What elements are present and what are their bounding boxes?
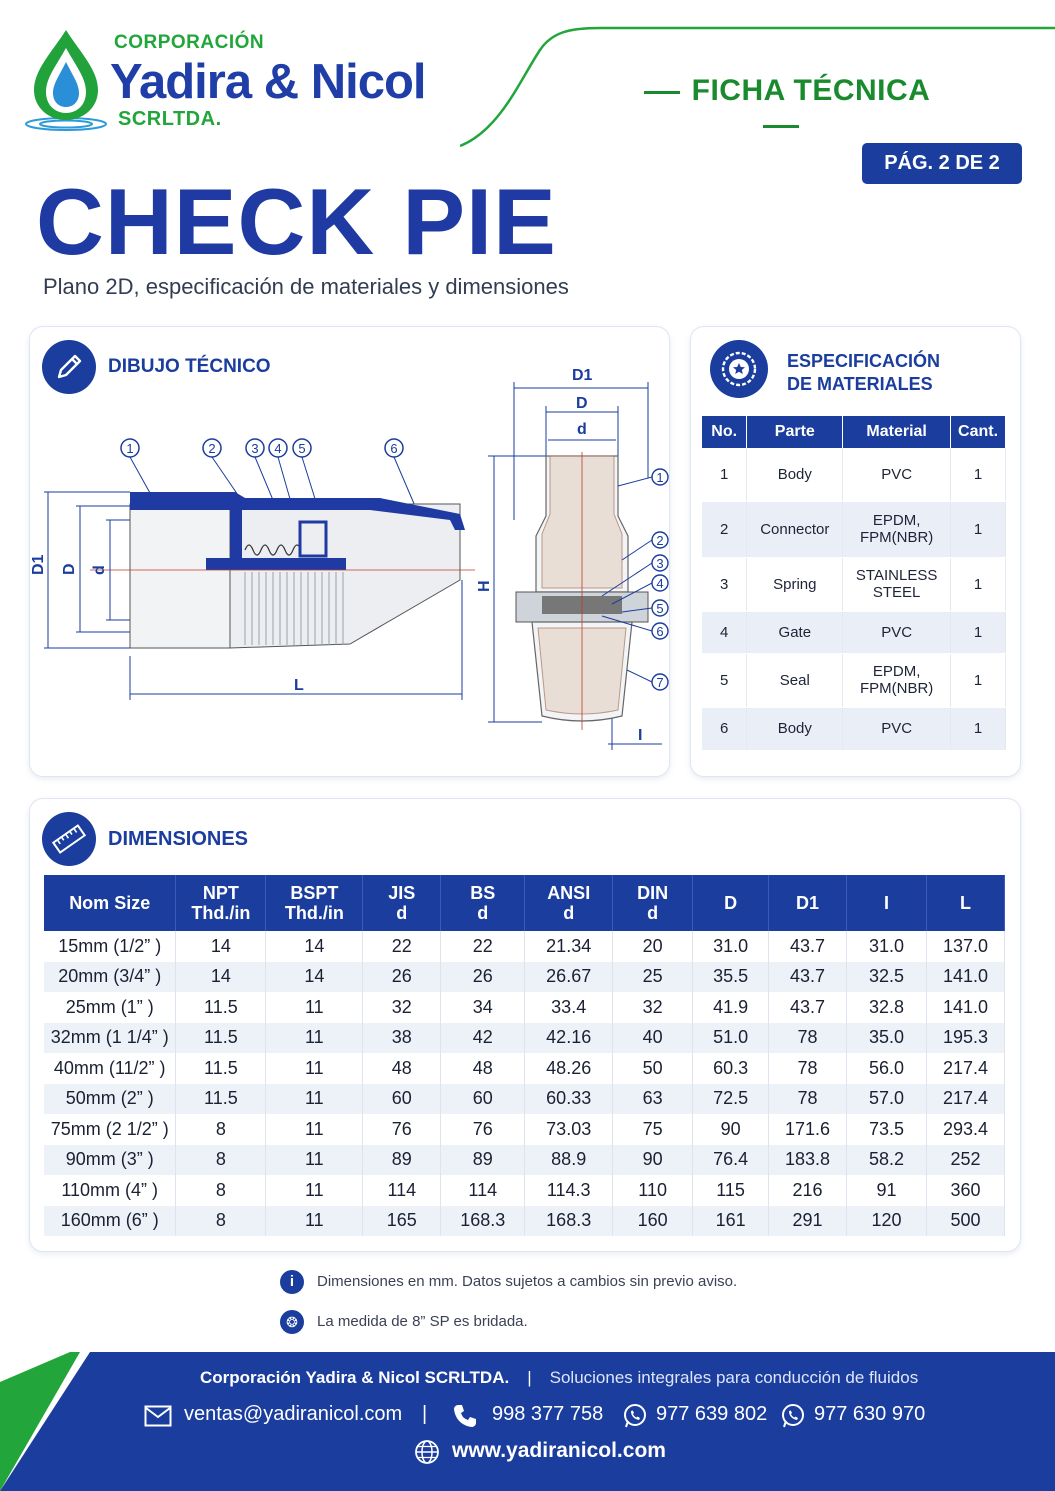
mat-no: 3 (702, 557, 747, 611)
dim-value-cell: 22 (441, 931, 525, 962)
dim-nom-size-cell: 20mm (3/4” ) (44, 962, 176, 993)
dim-value-cell: 22 (363, 931, 441, 962)
dim-col-header-sublabel: d (477, 903, 489, 923)
dim-value-cell: 11 (266, 992, 363, 1023)
dimensions-header-row (44, 875, 1005, 931)
table-row (702, 557, 1006, 611)
footer-whatsapp-1-link[interactable]: 977 639 802 (656, 1403, 768, 1425)
note-text: La medida de 8” SP es bridada. (317, 1313, 528, 1330)
table-row (44, 1053, 1005, 1084)
footer-company: Corporación Yadira & Nicol SCRLTDA. (200, 1368, 510, 1387)
dim-value-cell: 78 (769, 1023, 847, 1054)
ruler-icon (42, 812, 96, 866)
dim-nom-size-cell: 50mm (2” ) (44, 1084, 176, 1115)
drawing-section-title: DIBUJO TÉCNICO (108, 356, 271, 377)
mat-qty: 1 (951, 653, 1006, 707)
mat-material: PVC (843, 707, 951, 750)
dim-value-cell: 11.5 (176, 1084, 266, 1115)
dim-value-cell: 76 (363, 1114, 441, 1145)
mat-qty: 1 (951, 707, 1006, 750)
footer-website-link[interactable]: www.yadiranicol.com (452, 1439, 666, 1462)
dim-value-cell: 11 (266, 1145, 363, 1176)
dim-value-cell: 183.8 (769, 1145, 847, 1176)
svg-text:2: 2 (208, 441, 216, 456)
footer-email-link[interactable]: ventas@yadiranicol.com (184, 1403, 403, 1425)
company-logo (22, 26, 482, 136)
dim-value-cell: 91 (847, 1175, 927, 1206)
dim-value-cell: 141.0 (926, 962, 1004, 993)
dim-value-cell: 43.7 (769, 962, 847, 993)
dim-value-cell: 60.33 (525, 1084, 613, 1115)
dim-value-cell: 35.5 (693, 962, 769, 993)
dim-value-cell: 60 (441, 1084, 525, 1115)
dim-value-cell: 48 (441, 1053, 525, 1084)
dim-label-d: D (61, 563, 78, 575)
dim-value-cell: 26 (441, 962, 525, 993)
dim-col-header (441, 875, 525, 931)
pencil-icon (42, 340, 96, 394)
dim-col-header (266, 875, 363, 931)
dim-col-header-label: L (959, 893, 971, 913)
dim-value-cell: 165 (363, 1206, 441, 1237)
dim-label-small-d: d (91, 565, 108, 575)
mat-part: Body (747, 448, 843, 501)
dim-value-cell: 161 (693, 1206, 769, 1237)
dim-col-header-label: ANSI (547, 883, 591, 903)
mat-material: EPDM, FPM(NBR) (843, 501, 951, 557)
dim-value-cell: 8 (176, 1114, 266, 1145)
dim-nom-size-cell: 110mm (4” ) (44, 1175, 176, 1206)
dim-value-cell: 8 (176, 1206, 266, 1237)
dim-value-cell: 40 (613, 1023, 693, 1054)
seal-icon: ❂ (280, 1310, 304, 1334)
dim-value-cell: 90 (613, 1145, 693, 1176)
dim-col-header (926, 875, 1004, 931)
dim-value-cell: 26.67 (525, 962, 613, 993)
table-row (44, 1175, 1005, 1206)
dim-value-cell: 38 (363, 1023, 441, 1054)
section-callout-7 (652, 674, 668, 690)
footer-whatsapp-2-link[interactable]: 977 630 970 (814, 1403, 926, 1425)
award-badge-icon (710, 340, 768, 398)
table-row (44, 1023, 1005, 1054)
svg-text:2: 2 (656, 533, 664, 548)
whatsapp-icon (780, 1403, 806, 1429)
table-row (702, 501, 1006, 557)
svg-text:6: 6 (656, 624, 664, 639)
dim-value-cell: 89 (363, 1145, 441, 1176)
dim-value-cell: 137.0 (926, 931, 1004, 962)
section-callout-3 (652, 555, 668, 571)
table-row (44, 1084, 1005, 1115)
whatsapp-icon (622, 1403, 648, 1429)
svg-text:6: 6 (390, 441, 398, 456)
dim-value-cell: 14 (176, 931, 266, 962)
dim-col-header-label: Nom Size (69, 893, 151, 913)
materials-table (702, 416, 1006, 751)
dim-value-cell: 43.7 (769, 992, 847, 1023)
dim-col-header-label: I (883, 893, 889, 913)
mat-part: Connector (747, 501, 843, 557)
mat-part: Gate (747, 611, 843, 653)
dim-value-cell: 11.5 (176, 1053, 266, 1084)
svg-text:3: 3 (251, 441, 259, 456)
svg-text:4: 4 (274, 441, 282, 456)
dim-nom-size-cell: 90mm (3” ) (44, 1145, 176, 1176)
dim-col-header-sublabel: d (396, 903, 408, 923)
dim-value-cell: 48 (363, 1053, 441, 1084)
info-icon: i (280, 1270, 304, 1294)
dim-value-cell: 110 (613, 1175, 693, 1206)
svg-text:1: 1 (656, 470, 664, 485)
mat-col-qty: Cant. (951, 416, 1006, 448)
dim-col-header (176, 875, 266, 931)
table-row (702, 707, 1006, 750)
dim-value-cell: 11 (266, 1023, 363, 1054)
dim-col-header-sublabel: d (563, 903, 575, 923)
dim-value-cell: 160 (613, 1206, 693, 1237)
dim-value-cell: 72.5 (693, 1084, 769, 1115)
dim-value-cell: 11.5 (176, 992, 266, 1023)
table-row (44, 992, 1005, 1023)
dim-value-cell: 11 (266, 1175, 363, 1206)
dim-col-header-sublabel: d (647, 903, 659, 923)
dim-value-cell: 56.0 (847, 1053, 927, 1084)
dim-value-cell: 216 (769, 1175, 847, 1206)
section-callout-4 (652, 575, 668, 591)
mat-material: PVC (843, 448, 951, 501)
dim-col-header-label: D (724, 893, 738, 913)
footer-company-line (200, 1368, 918, 1388)
dim-value-cell: 32 (613, 992, 693, 1023)
dim-col-header (693, 875, 769, 931)
footer-green-accent (0, 1352, 90, 1491)
dim-value-cell: 217.4 (926, 1053, 1004, 1084)
dim-value-cell: 114 (441, 1175, 525, 1206)
dim-value-cell: 78 (769, 1053, 847, 1084)
dim-col-header (525, 875, 613, 931)
dim-value-cell: 51.0 (693, 1023, 769, 1054)
dim-col-header-label: DIN (637, 883, 669, 903)
dim-value-cell: 73.5 (847, 1114, 927, 1145)
table-row (702, 448, 1006, 501)
dim-value-cell: 73.03 (525, 1114, 613, 1145)
section-callout-2 (652, 532, 668, 548)
dim-value-cell: 33.4 (525, 992, 613, 1023)
table-row (44, 1145, 1005, 1176)
section-callout-5 (652, 600, 668, 616)
company-line1: CORPORACIÓN (114, 32, 265, 53)
footer-phone-link[interactable]: 998 377 758 (492, 1403, 604, 1425)
table-row (44, 1206, 1005, 1237)
footer-separator: | (527, 1368, 532, 1387)
dim-value-cell: 14 (176, 962, 266, 993)
company-suffix: SCRLTDA. (118, 108, 222, 130)
mat-col-no: No. (702, 416, 747, 448)
dim-value-cell: 500 (926, 1206, 1004, 1237)
dim-col-header-label: JIS (388, 883, 416, 903)
section-dim-h: H (476, 580, 493, 592)
page-badge: PÁG. 2 DE 2 (862, 143, 1022, 184)
mat-col-material: Material (843, 416, 951, 448)
dim-value-cell: 21.34 (525, 931, 613, 962)
svg-text:1: 1 (126, 441, 134, 456)
side-view-drawing (30, 430, 490, 720)
dim-value-cell: 32.8 (847, 992, 927, 1023)
svg-text:7: 7 (656, 675, 664, 690)
dim-value-cell: 60.3 (693, 1053, 769, 1084)
dim-col-header-sublabel: Thd./in (284, 903, 344, 923)
dim-value-cell: 20 (613, 931, 693, 962)
mat-material: PVC (843, 611, 951, 653)
title-dash-right (763, 125, 799, 128)
callout-6 (385, 439, 403, 457)
svg-text:4: 4 (656, 576, 664, 591)
mat-part: Seal (747, 653, 843, 707)
dim-col-header-label: NPT (202, 883, 239, 903)
dim-value-cell: 26 (363, 962, 441, 993)
mat-qty: 1 (951, 448, 1006, 501)
svg-text:5: 5 (656, 601, 664, 616)
footer-divider: | (422, 1403, 428, 1425)
table-row (702, 611, 1006, 653)
dim-value-cell: 50 (613, 1053, 693, 1084)
materials-section-title-1: ESPECIFICACIÓN (787, 351, 941, 371)
dim-nom-size-cell: 15mm (1/2” ) (44, 931, 176, 962)
mat-material: STAINLESS STEEL (843, 557, 951, 611)
dim-value-cell: 58.2 (847, 1145, 927, 1176)
dim-value-cell: 43.7 (769, 931, 847, 962)
table-row (44, 931, 1005, 962)
document-type-label: FICHA TÉCNICA (691, 74, 931, 107)
dim-label-l: L (294, 677, 304, 694)
dim-value-cell: 291 (769, 1206, 847, 1237)
dim-value-cell: 60 (363, 1084, 441, 1115)
dim-value-cell: 217.4 (926, 1084, 1004, 1115)
document-type (606, 74, 956, 142)
dim-value-cell: 75 (613, 1114, 693, 1145)
callout-5 (293, 439, 311, 457)
dim-nom-size-cell: 40mm (11/2” ) (44, 1053, 176, 1084)
dim-value-cell: 8 (176, 1175, 266, 1206)
dim-value-cell: 90 (693, 1114, 769, 1145)
dim-label-d1: D1 (30, 554, 47, 575)
dim-value-cell: 115 (693, 1175, 769, 1206)
dim-value-cell: 42 (441, 1023, 525, 1054)
dim-nom-size-cell: 160mm (6” ) (44, 1206, 176, 1237)
table-row (44, 1114, 1005, 1145)
callout-3 (246, 439, 264, 457)
mat-part: Spring (747, 557, 843, 611)
table-row (702, 653, 1006, 707)
dimensions-table (44, 875, 1005, 1236)
dim-col-header (363, 875, 441, 931)
mat-material: EPDM, FPM(NBR) (843, 653, 951, 707)
dim-value-cell: 14 (266, 962, 363, 993)
dim-nom-size-cell: 75mm (2 1/2” ) (44, 1114, 176, 1145)
page-subtitle: Plano 2D, especificación de materiales y dimensiones (43, 274, 569, 299)
dim-value-cell: 168.3 (441, 1206, 525, 1237)
dim-value-cell: 76 (441, 1114, 525, 1145)
dim-col-header (613, 875, 693, 931)
dim-nom-size-cell: 25mm (1” ) (44, 992, 176, 1023)
callout-1 (121, 439, 139, 457)
mat-no: 5 (702, 653, 747, 707)
company-name: Yadira & Nicol (110, 55, 426, 109)
dim-value-cell: 31.0 (693, 931, 769, 962)
dim-value-cell: 11.5 (176, 1023, 266, 1054)
mat-qty: 1 (951, 557, 1006, 611)
section-callout-6 (652, 623, 668, 639)
dim-value-cell: 11 (266, 1114, 363, 1145)
mat-part: Body (747, 707, 843, 750)
dim-value-cell: 171.6 (769, 1114, 847, 1145)
table-row (44, 962, 1005, 993)
dim-value-cell: 41.9 (693, 992, 769, 1023)
dim-nom-size-cell: 32mm (1 1/4” ) (44, 1023, 176, 1054)
dim-value-cell: 360 (926, 1175, 1004, 1206)
dim-value-cell: 195.3 (926, 1023, 1004, 1054)
dim-value-cell: 252 (926, 1145, 1004, 1176)
email-icon (144, 1405, 172, 1427)
section-dim-i: I (638, 727, 643, 744)
dim-value-cell: 31.0 (847, 931, 927, 962)
dim-col-header (769, 875, 847, 931)
dim-value-cell: 42.16 (525, 1023, 613, 1054)
dim-value-cell: 89 (441, 1145, 525, 1176)
footer-tagline: Soluciones integrales para conducción de fluidos (549, 1368, 919, 1387)
mat-no: 1 (702, 448, 747, 501)
dim-col-header-label: D1 (796, 893, 820, 913)
materials-section-title-2: DE MATERIALES (787, 374, 933, 394)
section-callout-1 (652, 469, 668, 485)
dim-col-header-label: BSPT (290, 883, 339, 903)
section-dim-d: D (576, 395, 588, 412)
dim-value-cell: 32 (363, 992, 441, 1023)
dim-value-cell: 76.4 (693, 1145, 769, 1176)
mat-no: 2 (702, 501, 747, 557)
dim-col-header-sublabel: Thd./in (191, 903, 251, 923)
dim-value-cell: 88.9 (525, 1145, 613, 1176)
dim-value-cell: 11 (266, 1053, 363, 1084)
phone-icon (452, 1403, 478, 1429)
mat-qty: 1 (951, 501, 1006, 557)
mat-no: 6 (702, 707, 747, 750)
section-dim-d1: D1 (572, 367, 593, 384)
dim-value-cell: 168.3 (525, 1206, 613, 1237)
callout-2 (203, 439, 221, 457)
section-view-drawing (472, 360, 670, 760)
dim-value-cell: 57.0 (847, 1084, 927, 1115)
dim-value-cell: 32.5 (847, 962, 927, 993)
dim-value-cell: 35.0 (847, 1023, 927, 1054)
dim-value-cell: 120 (847, 1206, 927, 1237)
dim-value-cell: 25 (613, 962, 693, 993)
dim-col-header (847, 875, 927, 931)
dim-value-cell: 293.4 (926, 1114, 1004, 1145)
dim-col-header (44, 875, 176, 931)
dim-value-cell: 14 (266, 931, 363, 962)
svg-text:3: 3 (656, 556, 664, 571)
callout-4 (269, 439, 287, 457)
mat-col-part: Parte (747, 416, 843, 448)
section-dim-small-d: d (577, 421, 587, 438)
dim-value-cell: 114 (363, 1175, 441, 1206)
note-text: Dimensiones en mm. Datos sujetos a cambios sin previo aviso. (317, 1273, 738, 1290)
page-title: CHECK PIE (36, 169, 557, 274)
globe-icon (414, 1439, 440, 1465)
title-dash-left (644, 91, 680, 94)
mat-no: 4 (702, 611, 747, 653)
mat-qty: 1 (951, 611, 1006, 653)
dim-value-cell: 141.0 (926, 992, 1004, 1023)
dim-value-cell: 48.26 (525, 1053, 613, 1084)
dim-value-cell: 8 (176, 1145, 266, 1176)
dimensions-section-title: DIMENSIONES (108, 828, 249, 850)
dim-col-header-label: BS (470, 883, 496, 903)
water-drop-logo-icon (22, 26, 112, 132)
dim-value-cell: 63 (613, 1084, 693, 1115)
dim-value-cell: 34 (441, 992, 525, 1023)
dim-value-cell: 114.3 (525, 1175, 613, 1206)
dim-value-cell: 11 (266, 1084, 363, 1115)
svg-text:5: 5 (298, 441, 306, 456)
dim-value-cell: 78 (769, 1084, 847, 1115)
dim-value-cell: 11 (266, 1206, 363, 1237)
